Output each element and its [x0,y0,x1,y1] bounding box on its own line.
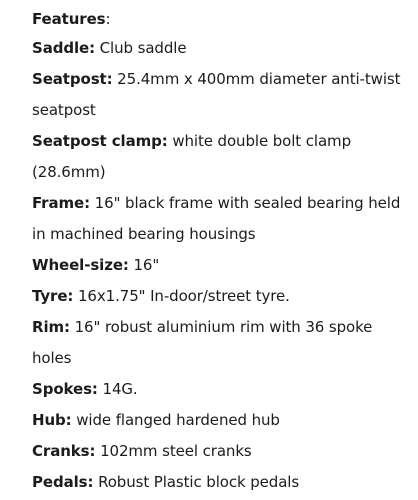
spec-value: wide flanged hardened hub [71,411,280,429]
spec-saddle [32,33,406,64]
spec-value: 16" [128,256,160,274]
spec-label: Pedals: [32,473,94,491]
spec-value: 16" black frame with sealed bearing held in machined bearing housings [32,194,401,243]
spec-pedals [32,467,406,498]
spec-label: Wheel-size: [32,256,129,274]
spec-seatpost-clamp [32,126,406,188]
spec-label: Frame: [32,194,91,212]
spec-spokes [32,374,406,405]
spec-label: Rim: [32,318,70,336]
spec-value: 14G. [97,380,138,398]
spec-tyre [32,281,406,312]
spec-label: Spokes: [32,380,98,398]
spec-hub [32,405,406,436]
spec-label: Seatpost clamp: [32,132,168,150]
spec-cranks [32,436,406,467]
spec-value: 16x1.75" In-door/street tyre. [73,287,290,305]
spec-label: Tyre: [32,287,74,305]
spec-value: white double bolt clamp (28.6mm) [32,132,351,181]
spec-value: Robust Plastic block pedals [93,473,300,491]
spec-frame [32,188,406,250]
spec-value: 25.4mm x 400mm diameter anti-twist seatpost [32,70,401,119]
spec-value: 102mm steel cranks [95,442,252,460]
spec-value: Club saddle [95,39,187,57]
features-heading-label: Features [32,10,106,28]
features-list [32,33,406,498]
spec-wheel-size [32,250,406,281]
spec-seatpost [32,64,406,126]
spec-label: Hub: [32,411,72,429]
features-heading-colon: : [105,10,111,28]
features-heading [32,6,406,33]
spec-rim [32,312,406,374]
spec-label: Saddle: [32,39,96,57]
spec-value: 16" robust aluminium rim with 36 spoke holes [32,318,373,367]
spec-label: Cranks: [32,442,96,460]
spec-label: Seatpost: [32,70,113,88]
